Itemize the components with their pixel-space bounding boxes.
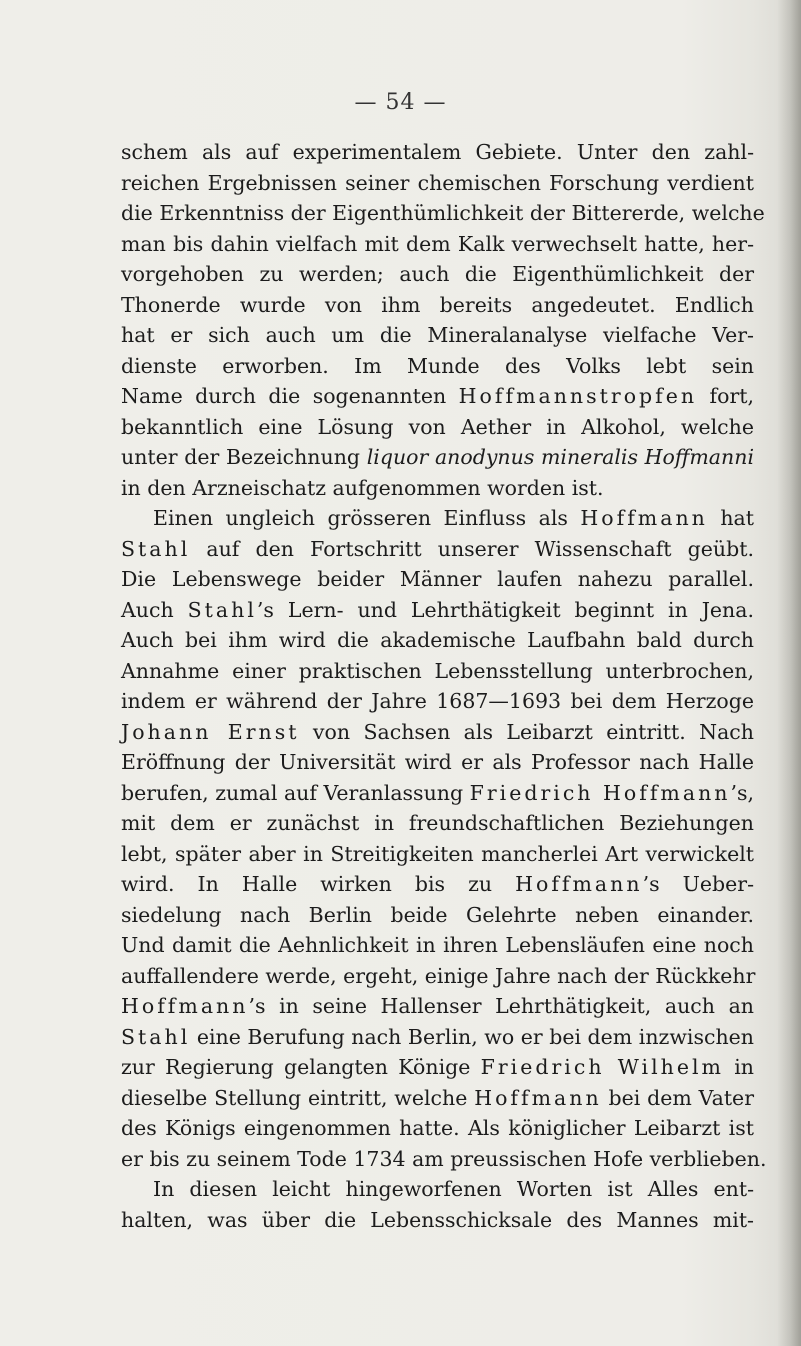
- text-line: in den Arzneischatz aufgenommen worden ist.: [121, 475, 604, 500]
- text-segment: Auch: [121, 597, 188, 622]
- text-line: mit dem er zunächst in freundschaftlichen Beziehungen: [121, 811, 754, 835]
- text-line: Die Lebenswege beider Männer laufen nahezu parallel.: [121, 567, 754, 591]
- text-line: [121, 991, 754, 1022]
- spaced-name: Hoffmann: [515, 872, 643, 896]
- text-segment: Einen ungleich grösseren Einfluss als: [153, 506, 581, 530]
- text-line: lebt, später aber in Streitigkeiten mancherlei Art verwickelt: [121, 841, 754, 866]
- text-line: [121, 503, 754, 534]
- text-segment: von Sachsen als Leibarzt eintritt. Nach: [299, 719, 754, 744]
- text-line: er bis zu seinem Tode 1734 am preussischen Hofe verblieben.: [121, 1146, 767, 1171]
- text-segment: dieselbe Stellung eintritt, welche: [121, 1085, 475, 1110]
- text-line: [121, 381, 754, 412]
- spaced-name: Stahl: [121, 536, 191, 561]
- text-line: [121, 869, 754, 900]
- spaced-name: Hoffmannstropfen: [458, 384, 698, 408]
- page-edge-shadow: [777, 0, 801, 1346]
- text-line: dienste erworben. Im Munde des Volks lebt sein: [121, 353, 754, 378]
- text-line: Thonerde wurde von ihm bereits angedeutet. Endlich: [121, 292, 754, 317]
- text-segment: ’s Ueber-: [642, 872, 754, 896]
- text-line: die Erkenntniss der Eigenthümlichkeit der Bittererde, welche: [121, 201, 765, 225]
- text-segment: berufen, zumal auf Veranlassung: [121, 780, 470, 805]
- text-line: indem er während der Jahre 1687—1693 bei dem Herzoge: [121, 689, 754, 713]
- text-line: des Königs eingenommen hatte. Als königlicher Leibarzt ist: [121, 1116, 754, 1140]
- text-segment: ’s Lern- und Lehrthätigkeit beginnt in Jena.: [256, 597, 754, 622]
- text-line: [121, 442, 754, 473]
- text-line: [121, 717, 754, 748]
- text-line: halten, was über die Lebensschicksale des Mannes mit-: [121, 1207, 754, 1232]
- spaced-name: Johann Ernst: [121, 719, 300, 744]
- italic-term: liquor anodynus mineralis Hoffmanni: [366, 445, 754, 469]
- text-line: vorgehoben zu werden; auch die Eigenthümlichkeit der: [121, 262, 754, 286]
- body-text: [121, 137, 767, 1235]
- text-line: [121, 778, 754, 809]
- text-line: Auch bei ihm wird die akademische Laufbahn bald durch: [121, 628, 754, 652]
- text-line: reichen Ergebnissen seiner chemischen Forschung verdient: [121, 170, 754, 195]
- text-line: In diesen leicht hingeworfenen Worten ist Alles ent-: [153, 1177, 754, 1201]
- text-line: [121, 1083, 754, 1114]
- text-segment: zur Regierung gelangten Könige: [121, 1055, 481, 1079]
- text-segment: in: [723, 1055, 754, 1079]
- spaced-name: Hoffmann: [474, 1085, 602, 1110]
- text-segment: ’s,: [730, 780, 755, 805]
- text-line: siedelung nach Berlin beide Gelehrte neben einander.: [121, 902, 754, 927]
- spaced-name: Stahl: [121, 1024, 191, 1049]
- spaced-name: Hoffmann: [580, 506, 708, 530]
- text-segment: bei dem Vater: [601, 1085, 754, 1110]
- text-line: auffallendere werde, ergeht, einige Jahre nach der Rückkehr: [121, 963, 756, 988]
- text-segment: Name durch die sogenannten: [121, 384, 459, 408]
- text-line: [121, 1052, 754, 1083]
- text-segment: wird. In Halle wirken bis zu: [121, 872, 516, 896]
- text-segment: hat: [707, 506, 754, 530]
- text-line: schem als auf experimentalem Gebiete. Unter den zahl-: [121, 140, 754, 164]
- text-line: man bis dahin vielfach mit dem Kalk verwechselt hatte, her-: [121, 231, 754, 256]
- text-line: Annahme einer praktischen Lebensstellung unterbrochen,: [121, 658, 754, 683]
- text-line: [121, 595, 754, 626]
- spaced-name: Hoffmann: [121, 994, 249, 1018]
- text-line: Und damit die Aehnlichkeit in ihren Lebensläufen eine noch: [121, 933, 754, 957]
- text-line: bekanntlich eine Lösung von Aether in Alkohol, welche: [121, 414, 754, 439]
- text-segment: unter der Bezeichnung: [121, 445, 367, 469]
- text-segment: fort,: [697, 384, 755, 408]
- text-segment: auf den Fortschritt unserer Wissenschaft geübt.: [190, 536, 754, 561]
- text-segment: eine Berufung nach Berlin, wo er bei dem inzwischen: [190, 1024, 754, 1049]
- text-line: [121, 534, 754, 565]
- text-segment: ’s in seine Hallenser Lehrthätigkeit, auch an: [248, 994, 754, 1018]
- page-number: — 54 —: [354, 90, 447, 115]
- text-line: [121, 1022, 754, 1053]
- text-line: hat er sich auch um die Mineralanalyse vielfache Ver-: [121, 323, 754, 347]
- spaced-name: Stahl: [187, 597, 257, 622]
- spaced-name: Friedrich Hoffmann: [469, 780, 731, 805]
- text-line: Eröffnung der Universität wird er als Professor nach Halle: [121, 750, 754, 774]
- spaced-name: Friedrich Wilhelm: [480, 1055, 724, 1079]
